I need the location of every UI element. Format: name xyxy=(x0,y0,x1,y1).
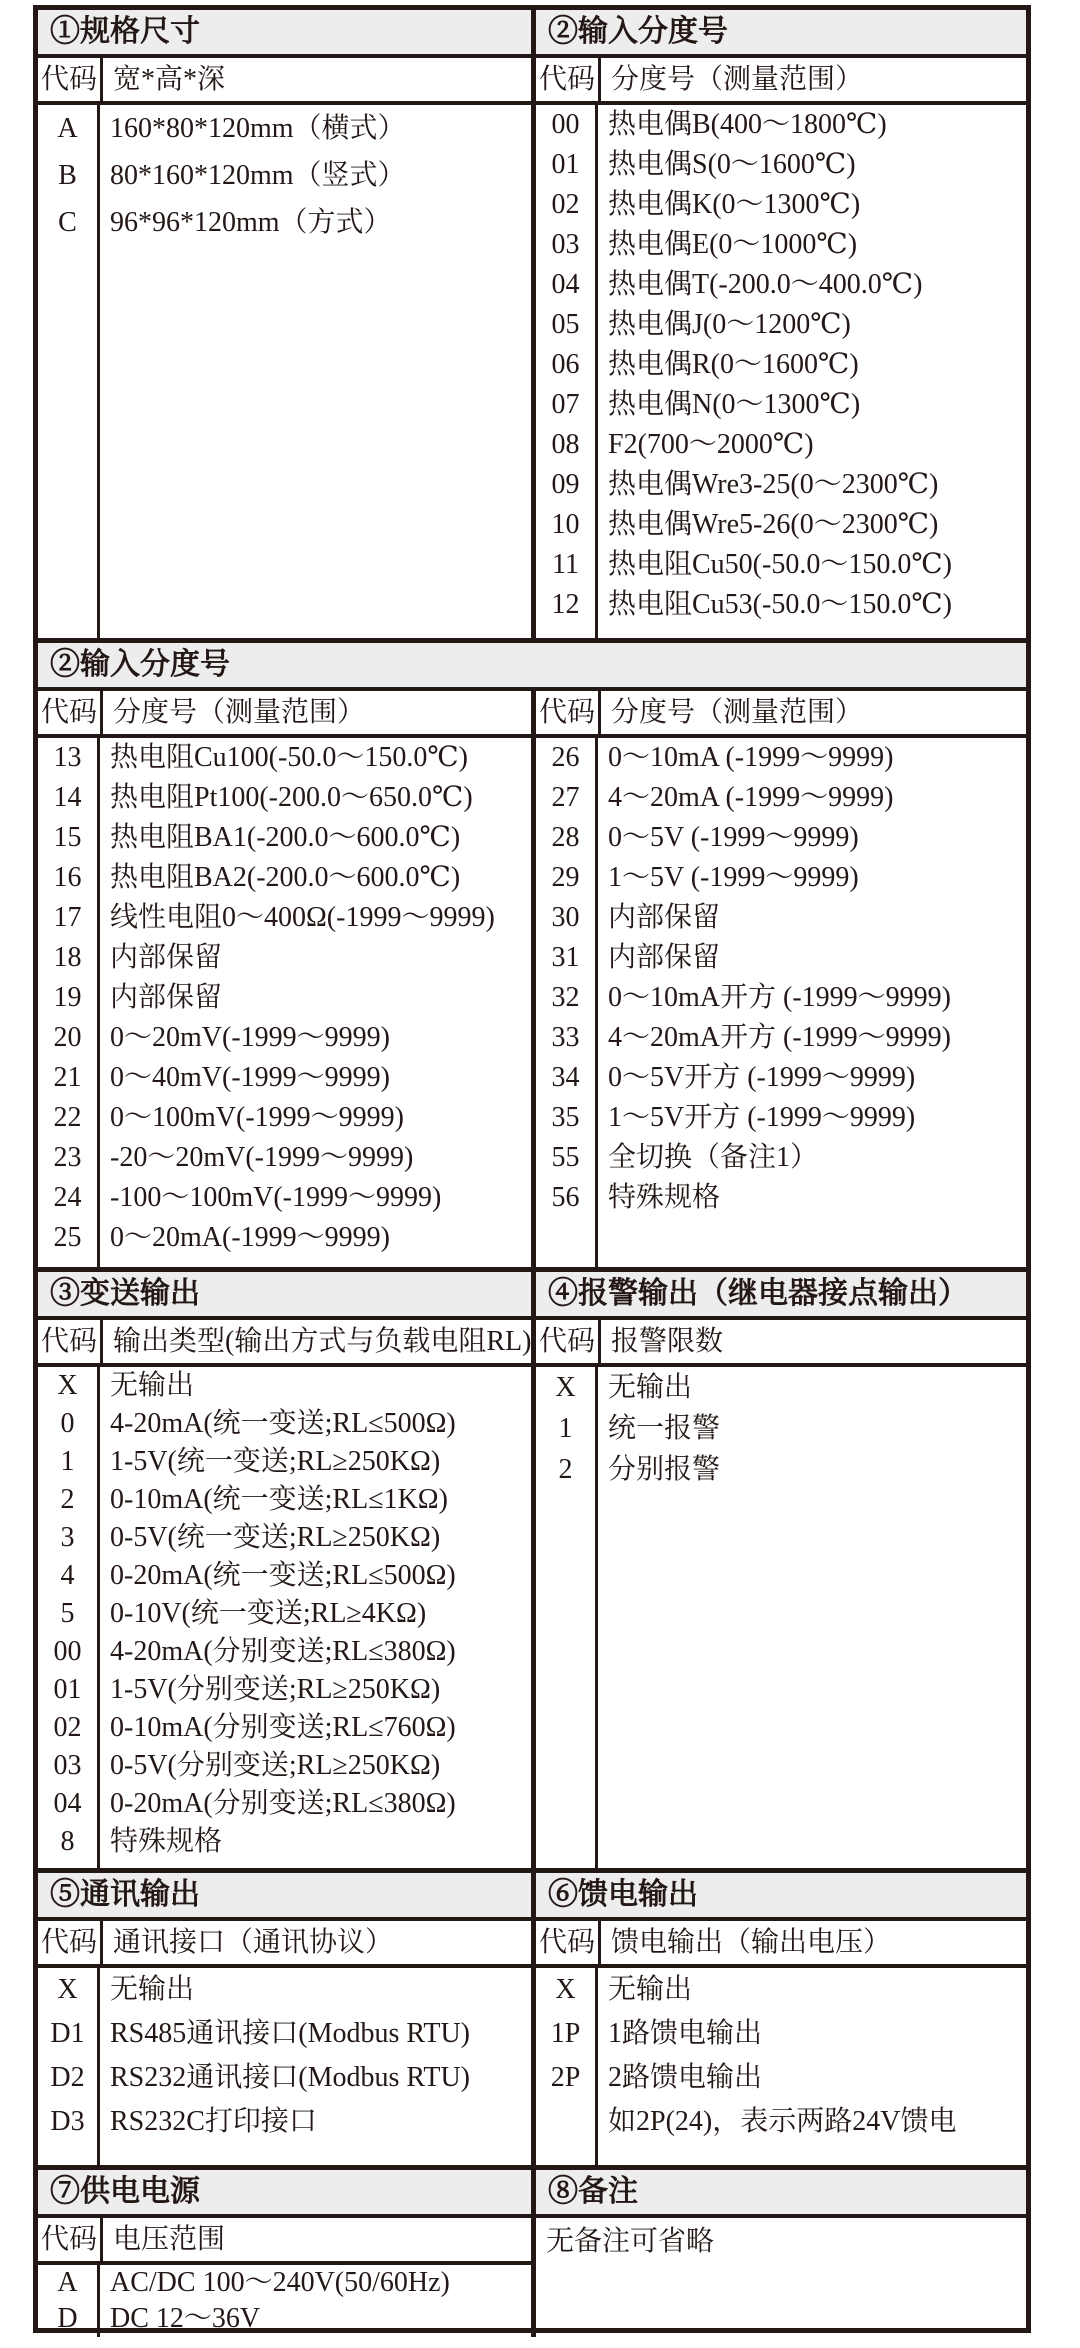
row-code: 1 xyxy=(38,1443,100,1481)
section-title: ④报警输出（继电器接点输出） xyxy=(536,1272,1026,1320)
section-title: ⑦供电电源 xyxy=(38,2170,531,2218)
row-code: 05 xyxy=(536,305,598,345)
row-desc: 热电偶J(0～1200℃) xyxy=(608,309,851,340)
table-row xyxy=(536,385,1026,425)
column-header-row xyxy=(38,2218,531,2265)
table-row xyxy=(38,2100,531,2144)
row-desc: 1-5V(统一变送;RL≥250KΩ) xyxy=(110,1446,441,1477)
section-title: ⑥馈电输出 xyxy=(536,1873,1026,1921)
row-desc: 线性电阻0～400Ω(-1999～9999) xyxy=(110,902,495,933)
row-code: D3 xyxy=(38,2100,100,2144)
table-row xyxy=(38,1747,531,1785)
row-desc: 1～5V (-1999～9999) xyxy=(608,862,859,893)
row-code: 34 xyxy=(536,1058,598,1098)
table-row xyxy=(536,978,1026,1018)
row-code: 21 xyxy=(38,1058,100,1098)
row-desc: 1路馈电输出 xyxy=(608,2018,763,2049)
filler-code-cell xyxy=(38,2144,100,2165)
table-row xyxy=(536,505,1026,545)
row-code: 3 xyxy=(38,1519,100,1557)
row-code: 13 xyxy=(38,738,100,778)
row-code: 09 xyxy=(536,465,598,505)
table-row xyxy=(536,185,1026,225)
table-row xyxy=(536,265,1026,305)
table-row xyxy=(536,145,1026,185)
col-header-desc: 电压范围 xyxy=(113,2224,226,2255)
row-desc: 热电阻Cu100(-50.0～150.0℃) xyxy=(110,742,468,773)
col-header-code: 代码 xyxy=(536,1921,601,1964)
table-row xyxy=(536,545,1026,585)
row-desc: 无输出 xyxy=(608,1372,693,1403)
table-filler xyxy=(536,1218,1026,1267)
row-desc: 特殊规格 xyxy=(608,1182,721,1213)
remarks-note: 无备注可省略 xyxy=(546,2226,715,2257)
filler-desc-cell xyxy=(100,1258,531,1267)
row-desc: 热电阻Cu50(-50.0～150.0℃) xyxy=(608,549,952,580)
filler-desc-cell xyxy=(598,1218,1026,1267)
table-row xyxy=(536,1367,1026,1408)
row-code: A xyxy=(38,105,100,152)
table-row xyxy=(536,305,1026,345)
row-desc: 0～5V开方 (-1999～9999) xyxy=(608,1062,916,1093)
row-desc: 分别报警 xyxy=(608,1454,721,1485)
table-row xyxy=(38,1671,531,1709)
table-row xyxy=(38,1557,531,1595)
row-code: 32 xyxy=(536,978,598,1018)
row-desc: 特殊规格 xyxy=(110,1826,223,1857)
section-comm-output xyxy=(38,1873,536,2165)
row-code: 29 xyxy=(536,858,598,898)
row-desc: 4-20mA(统一变送;RL≤500Ω) xyxy=(110,1408,456,1439)
col-header-desc: 分度号（测量范围） xyxy=(113,697,366,728)
row-code: 12 xyxy=(536,585,598,625)
table-body xyxy=(536,1367,1026,1868)
row-code: A xyxy=(38,2265,100,2301)
table-row xyxy=(536,2012,1026,2056)
section-power-supply xyxy=(38,2170,536,2337)
table-row xyxy=(38,2265,531,2301)
filler-desc-cell xyxy=(100,1861,531,1868)
col-header-code: 代码 xyxy=(536,691,601,734)
row-desc: 0～100mV(-1999～9999) xyxy=(110,1102,404,1133)
row-desc: 0-20mA(分别变送;RL≤380Ω) xyxy=(110,1788,456,1819)
row-desc: 内部保留 xyxy=(608,942,721,973)
column-header-row xyxy=(536,1320,1026,1367)
section-input-index-b xyxy=(38,691,1026,1267)
table-row xyxy=(536,345,1026,385)
col-header-desc: 报警限数 xyxy=(611,1326,724,1357)
row-code: D1 xyxy=(38,2012,100,2056)
row-desc: 热电阻BA1(-200.0～600.0℃) xyxy=(110,822,461,853)
column-header-row xyxy=(536,58,1026,105)
row-desc: 热电偶S(0～1600℃) xyxy=(608,149,856,180)
col-header-code: 代码 xyxy=(38,1921,103,1964)
row-desc: 1～5V开方 (-1999～9999) xyxy=(608,1102,916,1133)
row-code: 18 xyxy=(38,938,100,978)
table-row xyxy=(38,1823,531,1861)
row-desc: DC 12～36V xyxy=(110,2303,261,2334)
table-row xyxy=(38,1405,531,1443)
row-code: 10 xyxy=(536,505,598,545)
table-row xyxy=(536,738,1026,778)
band-5 xyxy=(38,2165,1026,2337)
table-row xyxy=(38,199,531,246)
row-code: 30 xyxy=(536,898,598,938)
row-code: X xyxy=(38,1968,100,2012)
table-row xyxy=(38,1367,531,1405)
col-header-code: 代码 xyxy=(536,1320,601,1363)
row-code: 56 xyxy=(536,1178,598,1218)
row-desc: 热电阻Pt100(-200.0～650.0℃) xyxy=(110,782,473,813)
row-desc: 热电偶Wre3-25(0～2300℃) xyxy=(608,469,939,500)
table-row xyxy=(38,1785,531,1823)
band-3 xyxy=(38,1267,1026,1868)
row-desc: 热电偶Wre5-26(0～2300℃) xyxy=(608,509,939,540)
row-desc: AC/DC 100～240V(50/60Hz) xyxy=(110,2267,450,2298)
row-desc: 1-5V(分别变送;RL≥250KΩ) xyxy=(110,1674,441,1705)
table-row xyxy=(536,858,1026,898)
col-header-code: 代码 xyxy=(536,58,601,101)
row-code: 24 xyxy=(38,1178,100,1218)
row-code: 20 xyxy=(38,1018,100,1058)
filler-code-cell xyxy=(38,1258,100,1267)
row-code: 16 xyxy=(38,858,100,898)
row-code: 17 xyxy=(38,898,100,938)
filler-code-cell xyxy=(536,1490,598,1868)
row-desc: 如2P(24)，表示两路24V馈电 xyxy=(608,2106,957,2137)
column-header-row xyxy=(38,691,531,738)
row-code: 1P xyxy=(536,2012,598,2056)
row-code: 11 xyxy=(536,545,598,585)
table-row xyxy=(38,938,531,978)
filler-code-cell xyxy=(536,2144,598,2165)
table-filler xyxy=(536,2144,1026,2165)
row-desc: 0～20mA(-1999～9999) xyxy=(110,1222,390,1253)
row-code: 0 xyxy=(38,1405,100,1443)
row-code: 2 xyxy=(38,1481,100,1519)
row-desc: 热电偶K(0～1300℃) xyxy=(608,189,861,220)
col-header-desc: 馈电输出（输出电压） xyxy=(611,1927,892,1958)
table-row xyxy=(38,152,531,199)
row-code: 27 xyxy=(536,778,598,818)
table-body xyxy=(536,1968,1026,2165)
row-code: 15 xyxy=(38,818,100,858)
row-code: 25 xyxy=(38,1218,100,1258)
table-row xyxy=(38,1481,531,1519)
row-desc: 0～40mV(-1999～9999) xyxy=(110,1062,390,1093)
row-code: 04 xyxy=(536,265,598,305)
col-header-desc: 通讯接口（通讯协议） xyxy=(113,1927,394,1958)
band-4 xyxy=(38,1868,1026,2165)
table-row xyxy=(38,2301,531,2337)
row-code: 03 xyxy=(38,1747,100,1785)
table-row xyxy=(38,1098,531,1138)
row-code: 5 xyxy=(38,1595,100,1633)
row-desc: F2(700～2000℃) xyxy=(608,429,814,460)
row-desc: 0～5V (-1999～9999) xyxy=(608,822,859,853)
row-code: 00 xyxy=(536,105,598,145)
row-desc: 内部保留 xyxy=(608,902,721,933)
col-header-desc: 分度号（测量范围） xyxy=(611,64,864,95)
row-desc: 内部保留 xyxy=(110,982,223,1013)
row-desc: 热电阻Cu53(-50.0～150.0℃) xyxy=(608,589,952,620)
row-desc: 无输出 xyxy=(110,1370,195,1401)
row-code: 26 xyxy=(536,738,598,778)
row-desc: 热电偶T(-200.0～400.0℃) xyxy=(608,269,923,300)
table-row xyxy=(38,1968,531,2012)
row-desc: 内部保留 xyxy=(110,942,223,973)
section-title: ⑧备注 xyxy=(536,2170,1026,2218)
table-row xyxy=(536,1968,1026,2012)
section-input-index-a xyxy=(536,10,1026,638)
table-row xyxy=(536,1018,1026,1058)
table-filler xyxy=(38,2144,531,2165)
column-header-row xyxy=(38,58,531,105)
row-code: 06 xyxy=(536,345,598,385)
row-desc: 统一报警 xyxy=(608,1413,721,1444)
section-title: ①规格尺寸 xyxy=(38,10,531,58)
column-header-row xyxy=(536,691,1026,738)
row-code: X xyxy=(536,1968,598,2012)
table-row xyxy=(536,1098,1026,1138)
row-code: 31 xyxy=(536,938,598,978)
table-row xyxy=(38,818,531,858)
table-row xyxy=(536,465,1026,505)
row-code: 55 xyxy=(536,1138,598,1178)
row-desc: 4～20mA开方 (-1999～9999) xyxy=(608,1022,951,1053)
table-body xyxy=(38,105,531,638)
table-row xyxy=(38,858,531,898)
row-code: D2 xyxy=(38,2056,100,2100)
row-code: 8 xyxy=(38,1823,100,1861)
table-row xyxy=(38,738,531,778)
row-code: 04 xyxy=(38,1785,100,1823)
row-desc: 无输出 xyxy=(608,1974,693,2005)
row-desc: 0-10V(统一变送;RL≥4KΩ) xyxy=(110,1598,427,1629)
row-desc: 0-5V(统一变送;RL≥250KΩ) xyxy=(110,1522,441,1553)
row-desc: 0～10mA开方 (-1999～9999) xyxy=(608,982,951,1013)
table-row xyxy=(38,1218,531,1258)
table-row xyxy=(536,2056,1026,2100)
table-row xyxy=(536,225,1026,265)
section-spec-size xyxy=(38,10,536,638)
table-row xyxy=(38,1633,531,1671)
table-row xyxy=(38,1595,531,1633)
row-desc: RS232通讯接口(Modbus RTU) xyxy=(110,2062,471,2093)
section-title: ③变送输出 xyxy=(38,1272,531,1320)
row-desc: 热电偶R(0～1600℃) xyxy=(608,349,859,380)
table-body xyxy=(38,1968,531,2165)
table-body xyxy=(38,738,531,1267)
table-row xyxy=(38,1519,531,1557)
row-desc: 热电偶N(0～1300℃) xyxy=(608,389,861,420)
table-body xyxy=(38,2265,531,2337)
row-desc: 全切换（备注1） xyxy=(608,1142,819,1173)
row-desc: RS232C打印接口 xyxy=(110,2106,317,2137)
table-row xyxy=(536,1138,1026,1178)
row-code: 28 xyxy=(536,818,598,858)
table-row xyxy=(536,1178,1026,1218)
row-desc: 热电阻BA2(-200.0～600.0℃) xyxy=(110,862,461,893)
table-filler xyxy=(536,625,1026,638)
table-row xyxy=(536,1408,1026,1449)
row-desc: 0-10mA(分别变送;RL≤760Ω) xyxy=(110,1712,456,1743)
row-code: C xyxy=(38,199,100,246)
row-code: 01 xyxy=(38,1671,100,1709)
table-row xyxy=(38,1058,531,1098)
table-row xyxy=(38,778,531,818)
section-alarm-output xyxy=(536,1272,1026,1868)
filler-desc-cell xyxy=(100,246,531,638)
table-row xyxy=(536,1449,1026,1490)
section-title: ②输入分度号 xyxy=(536,10,1026,58)
section-transmit-output xyxy=(38,1272,536,1868)
filler-code-cell xyxy=(536,1218,598,1267)
row-code xyxy=(536,2100,598,2144)
col-header-code: 代码 xyxy=(38,58,103,101)
table-filler xyxy=(38,246,531,638)
filler-code-cell xyxy=(38,1861,100,1868)
row-desc: 0-20mA(统一变送;RL≤500Ω) xyxy=(110,1560,456,1591)
row-code: X xyxy=(38,1367,100,1405)
column-header-row xyxy=(38,1921,531,1968)
row-desc: 0-5V(分别变送;RL≥250KΩ) xyxy=(110,1750,441,1781)
filler-desc-cell xyxy=(598,1490,1026,1868)
row-code: X xyxy=(536,1367,598,1408)
column-header-row xyxy=(38,1320,531,1367)
table-filler xyxy=(38,1258,531,1267)
col-header-desc: 宽*高*深 xyxy=(113,64,226,95)
band-1 xyxy=(38,10,1026,638)
table-row xyxy=(536,818,1026,858)
row-desc: 4～20mA (-1999～9999) xyxy=(608,782,894,813)
filler-desc-cell xyxy=(598,625,1026,638)
row-code: 14 xyxy=(38,778,100,818)
table-row xyxy=(38,1138,531,1178)
row-desc: 0-10mA(统一变送;RL≤1KΩ) xyxy=(110,1484,448,1515)
table-filler xyxy=(38,1861,531,1868)
row-code: 00 xyxy=(38,1633,100,1671)
row-desc: 80*160*120mm（竖式） xyxy=(110,160,406,191)
row-code: 03 xyxy=(536,225,598,265)
column-header-row xyxy=(536,1921,1026,1968)
filler-code-cell xyxy=(38,246,100,638)
col-header-code: 代码 xyxy=(38,1320,103,1363)
section-remarks xyxy=(536,2170,1026,2337)
row-desc: 2路馈电输出 xyxy=(608,2062,763,2093)
row-desc: 0～10mA (-1999～9999) xyxy=(608,742,894,773)
table-row xyxy=(38,2056,531,2100)
row-code: B xyxy=(38,152,100,199)
table-row xyxy=(38,1018,531,1058)
table-row xyxy=(536,898,1026,938)
table-row xyxy=(38,978,531,1018)
table-body xyxy=(38,1367,531,1868)
section-title: ②输入分度号 xyxy=(38,643,1026,691)
row-code: 01 xyxy=(536,145,598,185)
row-desc: RS485通讯接口(Modbus RTU) xyxy=(110,2018,471,2049)
row-code: 2 xyxy=(536,1449,598,1490)
table-row xyxy=(536,2100,1026,2144)
row-code: 22 xyxy=(38,1098,100,1138)
row-code: 33 xyxy=(536,1018,598,1058)
row-code: 4 xyxy=(38,1557,100,1595)
row-code: 19 xyxy=(38,978,100,1018)
table-row xyxy=(536,1058,1026,1098)
band-2 xyxy=(38,638,1026,1267)
table-body xyxy=(536,738,1026,1267)
row-code: 35 xyxy=(536,1098,598,1138)
row-code: 08 xyxy=(536,425,598,465)
filler-code-cell xyxy=(536,625,598,638)
col-header-desc: 输出类型(输出方式与负载电阻RL) xyxy=(113,1326,531,1357)
table-row xyxy=(38,1443,531,1481)
row-desc: -20～20mV(-1999～9999) xyxy=(110,1142,414,1173)
table-row xyxy=(38,898,531,938)
section-title: ⑤通讯输出 xyxy=(38,1873,531,1921)
row-desc: 160*80*120mm（横式） xyxy=(110,113,406,144)
row-desc: 热电偶B(400～1800℃) xyxy=(608,109,887,140)
table-row xyxy=(536,105,1026,145)
row-code: 07 xyxy=(536,385,598,425)
table-row xyxy=(536,425,1026,465)
spec-code-sheet xyxy=(33,5,1031,2333)
table-row xyxy=(38,1178,531,1218)
table-filler xyxy=(536,1490,1026,1868)
row-desc: 无输出 xyxy=(110,1974,195,2005)
row-desc: 0～20mV(-1999～9999) xyxy=(110,1022,390,1053)
row-code: 02 xyxy=(536,185,598,225)
filler-desc-cell xyxy=(598,2144,1026,2165)
table-row xyxy=(536,938,1026,978)
row-code: D xyxy=(38,2301,100,2337)
row-code: 02 xyxy=(38,1709,100,1747)
row-desc: 96*96*120mm（方式） xyxy=(110,207,392,238)
row-desc: 热电偶E(0～1000℃) xyxy=(608,229,858,260)
col-header-desc: 分度号（测量范围） xyxy=(611,697,864,728)
input-index-right-table xyxy=(536,691,1026,1267)
table-row xyxy=(38,105,531,152)
table-row xyxy=(536,585,1026,625)
col-header-code: 代码 xyxy=(38,2218,103,2261)
section-feed-output xyxy=(536,1873,1026,2165)
filler-desc-cell xyxy=(100,2144,531,2165)
row-code: 23 xyxy=(38,1138,100,1178)
input-index-left-table xyxy=(38,691,536,1267)
row-desc: 4-20mA(分别变送;RL≤380Ω) xyxy=(110,1636,456,1667)
row-desc: -100～100mV(-1999～9999) xyxy=(110,1182,442,1213)
row-code: 2P xyxy=(536,2056,598,2100)
col-header-code: 代码 xyxy=(38,691,103,734)
table-row xyxy=(38,1709,531,1747)
row-code: 1 xyxy=(536,1408,598,1449)
table-row xyxy=(536,778,1026,818)
table-row xyxy=(38,2012,531,2056)
table-body xyxy=(536,105,1026,638)
